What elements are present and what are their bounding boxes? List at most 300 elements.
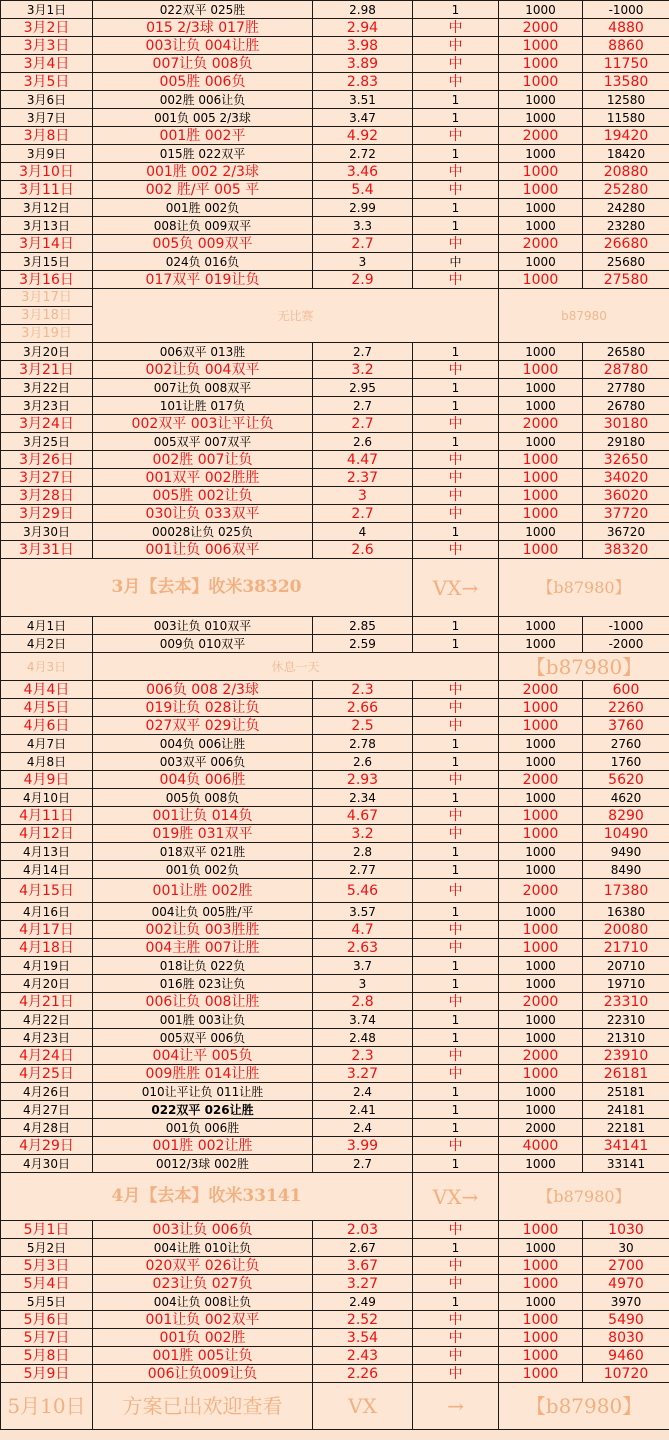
odds-cell: 2.5 [313,717,413,735]
table-row [1,717,669,735]
total-cell: 17380 [583,879,669,903]
stake-cell: 1000 [499,921,583,939]
date-cell: 3月22日 [1,379,93,397]
pick-cell: 006让负 008让胜 [93,993,313,1011]
pick-cell: 003让负 004让胜 [93,37,313,55]
result-cell: 1 [413,1083,499,1101]
pick-cell: 009胜胜 014让胜 [93,1065,313,1083]
date-cell: 5月6日 [1,1311,93,1329]
result-cell: 中 [413,1311,499,1329]
pick-cell: 019让负 028让负 [93,699,313,717]
odds-cell: 2.6 [313,541,413,559]
odds-cell: 2.72 [313,145,413,163]
date-cell: 4月23日 [1,1029,93,1047]
result-cell: 1 [413,635,499,653]
total-cell: 20880 [583,163,669,181]
pick-cell: 023让负 027负 [93,1275,313,1293]
total-cell: 3760 [583,717,669,735]
result-cell: 中 [413,451,499,469]
total-cell: 1030 [583,1221,669,1239]
month-summary-text: 4月【去本】收米33141 [1,1173,413,1221]
stake-cell: 1000 [499,939,583,957]
pick-cell: 002双平 003让平让负 [93,415,313,433]
pick-cell: 018让负 022负 [93,957,313,975]
pick-cell: 016胜 023让负 [93,975,313,993]
pick-cell: 006双平 013胜 [93,343,313,361]
stake-cell: 2000 [499,127,583,145]
total-cell: 20710 [583,957,669,975]
table-row [1,635,669,653]
date-cell: 4月7日 [1,735,93,753]
month-summary-row [1,1173,669,1221]
table-row [1,735,669,753]
total-cell: 33141 [583,1155,669,1173]
odds-cell: 2.26 [313,1365,413,1383]
table-row [1,1257,669,1275]
table-row [1,109,669,127]
date-cell: 4月6日 [1,717,93,735]
pick-cell: 004负 006胜 [93,771,313,789]
stake-cell: 1000 [499,1293,583,1311]
result-cell: 1 [413,1293,499,1311]
result-cell: 1 [413,397,499,415]
total-cell: 600 [583,681,669,699]
pick-cell: 001胜 005让负 [93,1347,313,1365]
total-cell: 26780 [583,397,669,415]
pick-cell: 001让负 014负 [93,807,313,825]
stake-cell: 1000 [499,825,583,843]
result-cell: 中 [413,361,499,379]
date-cell: 5月9日 [1,1365,93,1383]
date-cell: 4月12日 [1,825,93,843]
stake-cell: 2000 [499,681,583,699]
stake-cell: 1000 [499,1,583,19]
date-cell: 4月25日 [1,1065,93,1083]
table-row [1,939,669,957]
pick-cell: 001负 002胜 [93,1329,313,1347]
odds-cell: 3.3 [313,217,413,235]
result-cell: 1 [413,1029,499,1047]
total-cell: 27780 [583,379,669,397]
date-cell: 4月3日 [1,653,93,681]
date-cell: 3月25日 [1,433,93,451]
table-row [1,1029,669,1047]
stake-cell: 1000 [499,1029,583,1047]
pick-cell: 004主胜 007让胜 [93,939,313,957]
odds-cell: 3.51 [313,91,413,109]
result-cell: 中 [413,19,499,37]
arrow-icon: → [413,1383,499,1430]
stake-cell: 1000 [499,73,583,91]
table-row [1,271,669,289]
total-cell: 1760 [583,753,669,771]
stake-cell: 2000 [499,1047,583,1065]
odds-cell: 2.4 [313,1083,413,1101]
pick-cell: 001胜 002让胜 [93,1137,313,1155]
table-row [1,19,669,37]
table-row [1,163,669,181]
date-cell: 4月26日 [1,1083,93,1101]
odds-cell: 3.27 [313,1275,413,1293]
pick-cell: 001胜 002 2/3球 [93,163,313,181]
odds-cell: 3 [313,487,413,505]
stake-cell: 1000 [499,753,583,771]
result-cell: 中 [413,487,499,505]
stake-cell: 1000 [499,523,583,541]
odds-cell: 3 [313,975,413,993]
table-row [1,1239,669,1257]
stake-cell: 1000 [499,217,583,235]
odds-cell: 2.93 [313,771,413,789]
stake-cell: 1000 [499,433,583,451]
month-summary-row [1,559,669,617]
table-row [1,617,669,635]
table-body [1,1,669,1430]
odds-cell: 4.67 [313,807,413,825]
table-row [1,975,669,993]
result-cell: 1 [413,217,499,235]
table-row [1,921,669,939]
date-cell: 4月20日 [1,975,93,993]
total-cell: 26680 [583,235,669,253]
stake-cell: 2000 [499,415,583,433]
stake-cell: 1000 [499,1311,583,1329]
pick-cell: 005双平 007双平 [93,433,313,451]
result-cell: 中 [413,939,499,957]
table-row [1,253,669,271]
pick-cell: 003让负 006负 [93,1221,313,1239]
date-cell: 4月11日 [1,807,93,825]
stake-cell: 1000 [499,1347,583,1365]
odds-cell: 3.46 [313,163,413,181]
total-cell: 4620 [583,789,669,807]
pick-cell: 005胜 002让负 [93,487,313,505]
table-row [1,541,669,559]
pick-cell: 022双平 026让胜 [93,1101,313,1119]
table-row [1,1101,669,1119]
final-text: 方案已出欢迎查看 [93,1383,313,1430]
odds-cell: 5.4 [313,181,413,199]
pick-cell: 005负 008负 [93,789,313,807]
odds-cell: 2.34 [313,789,413,807]
date-cell: 5月8日 [1,1347,93,1365]
date-cell: 3月4日 [1,55,93,73]
date-cell: 3月16日 [1,271,93,289]
contact-id: 【b87980】 [499,559,669,617]
result-cell: 中 [413,1275,499,1293]
result-cell: 1 [413,617,499,635]
table-row [1,145,669,163]
total-cell: 21310 [583,1029,669,1047]
total-cell: 25280 [583,181,669,199]
result-cell: 中 [413,993,499,1011]
total-cell: 30 [583,1239,669,1257]
month-summary-text: 3月【去本】收米38320 [1,559,413,617]
total-cell: 8030 [583,1329,669,1347]
odds-cell: 5.46 [313,879,413,903]
odds-cell: 2.7 [313,415,413,433]
odds-cell: 3.57 [313,903,413,921]
total-cell: 2700 [583,1257,669,1275]
table-row [1,1065,669,1083]
stake-cell: 1000 [499,109,583,127]
date-cell: 3月14日 [1,235,93,253]
stake-cell: 1000 [499,957,583,975]
odds-cell: 2.67 [313,1239,413,1257]
stake-cell: 1000 [499,1329,583,1347]
result-cell: 1 [413,843,499,861]
total-cell: 8290 [583,807,669,825]
stake-cell: 4000 [499,1137,583,1155]
stake-cell: 1000 [499,37,583,55]
pick-cell: 004让负 005胜/平 [93,903,313,921]
stake-cell: 1000 [499,487,583,505]
date-cell: 5月2日 [1,1239,93,1257]
stake-cell: 1000 [499,451,583,469]
result-cell: 中 [413,1347,499,1365]
no-match-row [1,289,669,307]
stake-cell: 1000 [499,505,583,523]
odds-cell: 2.37 [313,469,413,487]
total-cell: 9490 [583,843,669,861]
total-cell: 28780 [583,361,669,379]
stake-cell: 1000 [499,975,583,993]
total-cell: 36720 [583,523,669,541]
pick-cell: 002让负 004双平 [93,361,313,379]
odds-cell: 2.59 [313,635,413,653]
date-cell: 3月15日 [1,253,93,271]
table-row [1,1047,669,1065]
date-cell: 3月5日 [1,73,93,91]
date-cell: 5月5日 [1,1293,93,1311]
pick-cell: 005双平 006负 [93,1029,313,1047]
total-cell: 27580 [583,271,669,289]
vx-label: VX→ [413,559,499,617]
odds-cell: 2.63 [313,939,413,957]
odds-cell: 3.74 [313,1011,413,1029]
odds-cell: 3.47 [313,109,413,127]
pick-cell: 001让负 002双平 [93,1311,313,1329]
stake-cell: 1000 [499,397,583,415]
table-row [1,1011,669,1029]
total-cell: 24181 [583,1101,669,1119]
stake-cell: 1000 [499,541,583,559]
table-row [1,397,669,415]
date-cell: 3月17日 [1,289,93,307]
result-cell: 1 [413,433,499,451]
stake-cell: 1000 [499,1257,583,1275]
table-row [1,487,669,505]
table-row [1,415,669,433]
stake-cell: 1000 [499,635,583,653]
date-cell: 4月28日 [1,1119,93,1137]
table-row [1,361,669,379]
table-row [1,807,669,825]
stake-cell: 2000 [499,235,583,253]
odds-cell: 2.8 [313,993,413,1011]
date-cell: 4月8日 [1,753,93,771]
result-cell: 1 [413,1,499,19]
table-row [1,433,669,451]
stake-cell: 1000 [499,699,583,717]
stake-cell: 1000 [499,469,583,487]
pick-cell: 101让胜 017负 [93,397,313,415]
result-cell: 中 [413,807,499,825]
result-cell: 中 [413,541,499,559]
pick-cell: 027双平 029让负 [93,717,313,735]
odds-cell: 2.95 [313,379,413,397]
total-cell: 3970 [583,1293,669,1311]
total-cell: 4970 [583,1275,669,1293]
pick-cell: 001胜 002负 [93,199,313,217]
stake-cell: 2000 [499,771,583,789]
total-cell: 34020 [583,469,669,487]
pick-cell: 008让负 009双平 [93,217,313,235]
odds-cell: 2.9 [313,271,413,289]
odds-cell: 2.85 [313,617,413,635]
odds-cell: 2.7 [313,397,413,415]
odds-cell: 2.94 [313,19,413,37]
pick-cell: 001负 005 2/3球 [93,109,313,127]
result-cell: 1 [413,91,499,109]
contact-id: b87980 [499,289,669,343]
table-row [1,1,669,19]
date-cell: 3月21日 [1,361,93,379]
table-row [1,1275,669,1293]
total-cell: 2260 [583,699,669,717]
table-row [1,1137,669,1155]
total-cell: -1000 [583,1,669,19]
table-row [1,957,669,975]
odds-cell: 2.3 [313,681,413,699]
table-row [1,55,669,73]
result-cell: 1 [413,1101,499,1119]
pick-cell: 002让负 003胜胜 [93,921,313,939]
odds-cell: 2.03 [313,1221,413,1239]
table-row [1,91,669,109]
pick-cell: 001负 006胜 [93,1119,313,1137]
table-row [1,879,669,903]
date-cell: 4月17日 [1,921,93,939]
stake-cell: 2000 [499,879,583,903]
odds-cell: 3.89 [313,55,413,73]
date-cell: 3月23日 [1,397,93,415]
odds-cell: 2.4 [313,1119,413,1137]
date-cell: 4月15日 [1,879,93,903]
total-cell: 21710 [583,939,669,957]
total-cell: 25181 [583,1083,669,1101]
stake-cell: 1000 [499,1221,583,1239]
total-cell: 16380 [583,903,669,921]
odds-cell: 2.7 [313,505,413,523]
date-cell: 4月27日 [1,1101,93,1119]
pick-cell: 005负 009双平 [93,235,313,253]
date-cell: 3月8日 [1,127,93,145]
odds-cell: 2.52 [313,1311,413,1329]
odds-cell: 2.77 [313,861,413,879]
table-row [1,379,669,397]
date-cell: 4月21日 [1,993,93,1011]
odds-cell: 4.7 [313,921,413,939]
table-row [1,861,669,879]
stake-cell: 1000 [499,807,583,825]
table-row [1,699,669,717]
pick-cell: 024负 016负 [93,253,313,271]
stake-cell: 1000 [499,145,583,163]
date-cell: 3月11日 [1,181,93,199]
table-row [1,993,669,1011]
total-cell: 10490 [583,825,669,843]
total-cell: 20080 [583,921,669,939]
result-cell: 1 [413,735,499,753]
pick-cell: 017双平 019让负 [93,271,313,289]
odds-cell: 3.2 [313,361,413,379]
pick-cell: 010让平让负 011让胜 [93,1083,313,1101]
date-cell: 4月1日 [1,617,93,635]
result-cell: 1 [413,109,499,127]
odds-cell: 2.8 [313,843,413,861]
vx-label: VX [313,1383,413,1430]
stake-cell: 1000 [499,903,583,921]
date-cell: 3月10日 [1,163,93,181]
result-cell: 中 [413,37,499,55]
pick-cell: 022双平 025胜 [93,1,313,19]
date-cell: 3月26日 [1,451,93,469]
stake-cell: 1000 [499,199,583,217]
stake-cell: 1000 [499,735,583,753]
total-cell: 5620 [583,771,669,789]
pick-cell: 004让负 008让负 [93,1293,313,1311]
total-cell: 12580 [583,91,669,109]
final-banner-row [1,1383,669,1430]
total-cell: 34141 [583,1137,669,1155]
date-cell: 4月22日 [1,1011,93,1029]
date-cell: 3月12日 [1,199,93,217]
rest-day-row [1,653,669,681]
pick-cell: 015胜 022双平 [93,145,313,163]
table-row [1,127,669,145]
date-cell: 3月18日 [1,307,93,325]
date-cell: 3月6日 [1,91,93,109]
date-cell: 4月24日 [1,1047,93,1065]
stake-cell: 2000 [499,993,583,1011]
contact-id: 【b87980】 [499,1383,669,1430]
stake-cell: 1000 [499,1101,583,1119]
total-cell: 30180 [583,415,669,433]
table-row [1,523,669,541]
pick-cell: 006让负009让负 [93,1365,313,1383]
result-cell: 1 [413,1239,499,1257]
stake-cell: 1000 [499,361,583,379]
total-cell: 11580 [583,109,669,127]
odds-cell: 2.7 [313,1155,413,1173]
pick-cell: 004负 006让胜 [93,735,313,753]
result-cell: 1 [413,975,499,993]
odds-cell: 2.3 [313,1047,413,1065]
stake-cell: 1000 [499,717,583,735]
stake-cell: 1000 [499,55,583,73]
total-cell: 19420 [583,127,669,145]
table-row [1,1365,669,1383]
odds-cell: 2.7 [313,343,413,361]
total-cell: 5490 [583,1311,669,1329]
result-cell: 1 [413,753,499,771]
odds-cell: 3.99 [313,1137,413,1155]
pick-cell: 004让平 005负 [93,1047,313,1065]
date-cell: 3月24日 [1,415,93,433]
result-cell: 中 [413,825,499,843]
date-cell: 3月30日 [1,523,93,541]
